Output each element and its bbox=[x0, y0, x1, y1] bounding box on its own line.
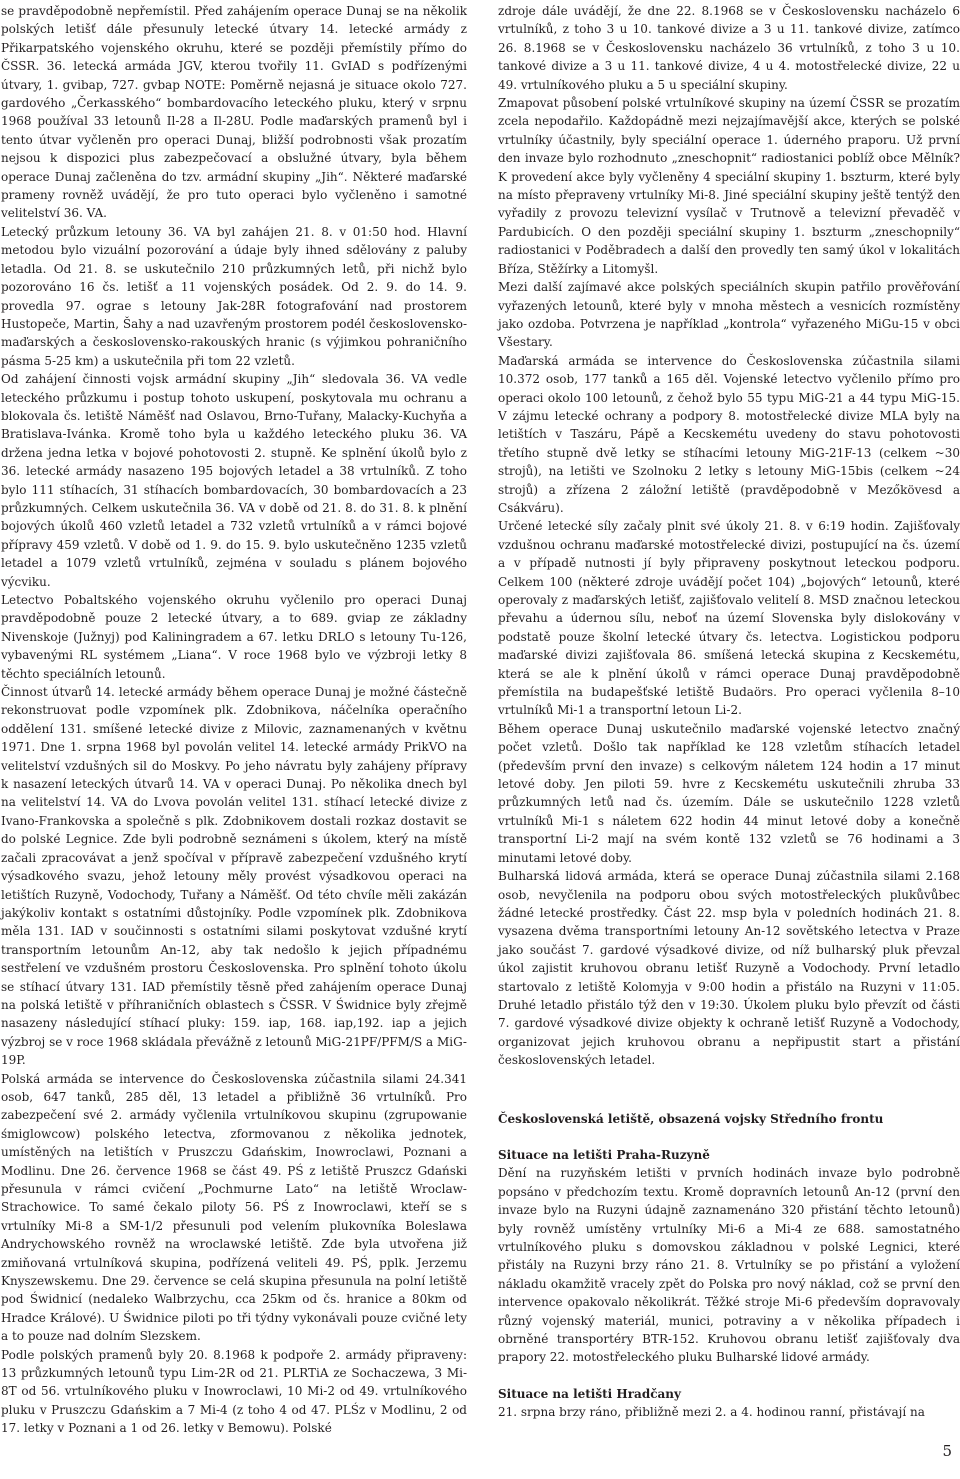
paragraph: Mezi další zajímavé akce polských speciálních skupin patřilo prověřování vyřazených letounů, které byly v mnoha městech a vesnicích rozmístěny jako ozdoba. Potvrzena je například „kontrola“ vyřazeného MiGu-15 v obci Všestary. bbox=[498, 280, 960, 350]
paragraph: Podle polských pramenů byly 20. 8.1968 k podpoře 2. armády připraveny: 13 průzkumných letounů typu Lim-2R od 21. PLRTiA ze Sochaczewa, 3 Mi-8T od 56. vrtulníkového pluku v Inowroclawi, 10 Mi-2 od 49. vrtulníkového pluku v Pruszczu Gdańskim a 7 Mi-4 (z toho 4 od 47. PLŚz v Modlinu, 2 od 17. letky v Poznani a 1 od 26. letky v Bemowu). Polské bbox=[1, 1347, 467, 1436]
paragraph: Během operace Dunaj uskutečnilo maďarské vojenské letectvo značný počet vzletů. Došlo tak například ke 128 vzletům stíhacích letadel (především první den invaze) s celkovým náletem 124 hodin a 17 minut letové doby. Jen piloti 59. hvre z Kecskemétu uskutečnili zhruba 33 průzkumných letů nad čs. územím. Dále se uskutečnilo 1228 vzletů vrtulníků Mi-1 s náletem 622 hodin 44 minut letové doby a konečně transportní Li-2 mají na svém kontě 132 vzletů se 76 hodinami a 3 minutami letové doby. bbox=[498, 721, 960, 865]
paragraph: 21. srpna brzy ráno, přibližně mezi 2. a 4. hodinou ranní, přistávají na bbox=[498, 1405, 925, 1420]
paragraph: Letecký průzkum letouny 36. VA byl zahájen 21. 8. v 01:50 hod. Hlavní metodou bylo vizuální pozorování a údaje byly ihned sdělovány z paluby letadla. Od 21. 8. se uskutečnilo 210 průzkumných letů, při nichž bylo pozorováno 16 čs. letišť a 11 vojenských posádek. Od 2. 9. do 14. 9. provedla 97. ograe s letouny Jak-28R fotografování nad prostorem Hustopeče, Martin, Šahy a nad uzavřeným prostorem podél československo-maďarských a československo-rakouských hranic (s výjimkou pohraničního pásma 5-25 km) a uskutečnila při tom 22 vzletů. bbox=[1, 224, 467, 368]
paragraph: se pravděpodobně nepřemístil. Před zahájením operace Dunaj se na několik polských letišť dále přesunuly letecké útvary 14. letecké armády z Přikarpatského vojenského okruhu, které se později přemístily přímo do ČSSR. 36. letecká armáda JGV, kterou tvořily 11. GvIAD s podřízenými útvary, 1. gvibap, 727. gvbap NOTE: Poměrně nejasná je situace okolo 727. gardového „Čerkasského“ bombardovacího leteckého pluku, který v srpnu 1968 používal 33 letounů Il-28 a Il-28U. Podle maďarských pramenů byl i tento útvar vyčleněn pro operaci Dunaj, bližší podrobnosti však prozatím nejsou k dispozici plus zabezpečovací a obslužné útvary, byla během operace Dunaj začleněna do tzv. armádní skupiny „Jih“. Některé maďarské prameny rovněž uvádějí, že pro tuto operaci bylo vyčleněno i samotné velitelství 36. VA. bbox=[1, 4, 467, 221]
paragraph: zdroje dále uvádějí, že dne 22. 8.1968 se v Československu nacházelo 6 vrtulníků, z toho 3 u 10. tankové divize a 3 u 11. tankové divize, zatímco 26. 8.1968 se v Československu nacházelo 36 vrtulníků, z toho 3 u 10. tankové divize a 3 u 11. tankové divize, 4 u 4. motostřelecké divize, 22 u 49. vrtulníkového pluku a 5 u speciální skupiny. bbox=[498, 4, 960, 92]
paragraph: Určené letecké síly začaly plnit své úkoly 21. 8. v 6:19 hodin. Zajišťovaly vzdušnou ochranu maďarské motostřelecké divizi, postupující na čs. území a v případě nutnosti jí byly připraveny poskytnout leteckou podporu. Celkem 100 (některé zdroje uvádějí počet 104) „bojových“ letounů, které operovaly z maďarských letišť, zajišťovalo velitelí 8. MSD značnou leteckou převahu a údernou sílu, neboť na území Slovenska byly dislokovány v podstatě pouze školní letecké útvary čs. letectva. Logistickou podporu maďarské divizi zajišťovala 86. smíšená letecká skupina z Kecskemétu, která se ale k plnění úkolů v rámci operace Dunaj pravděpodobně přemístila na budapešťské letiště Budaörs. Pro operaci vyčlenila 8–10 vrtulníků Mi-1 a transportní letoun Li-2. bbox=[498, 519, 960, 718]
paragraph: Činnost útvarů 14. letecké armády během operace Dunaj je možné částečně rekonstruovat podle vzpomínek plk. Zdobnikova, náčelníka operačního oddělení 131. smíšené letecké divize z Milovic, zaznamenaných v květnu 1971. Dne 1. srpna 1968 byl povolán velitel 14. letecké armády PrikVO na velitelství vzdušných sil do Moskvy. Po jeho návratu byly zahájeny přípravy k nasazení leteckých útvarů 14. VA v operaci Dunaj. Po několika dnech byl na velitelství 14. VA do Lvova povolán velitel 131. stíhací letecké divize z Ivano-Frankovska a společně s plk. Zdobnikovem dostali rozkaz dostavit se do polské Legnice. Zde byli podrobně seznámeni s úkolem, který na místě začali zpracovávat a jenž spočíval v přípravě zabezpečení vzdušného krytí výsadkového svazu, jehož letouny měly provést výsadkovou operaci na letištích Ruzyně, Vodochody, Tuřany a Náměšť. Od této chvíle měli zakázán jakýkoliv kontakt s ostatními důstojníky. Podle vzpomínek plk. Zdobnikova měla 131. IAD v součinnosti s ostatními silami poskytovat vzdušné krytí transportním letounům An-12, aby tak nedošlo k jejich případnému sestřelení ve vzdušném prostoru Československa. Pro splnění tohoto úkolu se stíhací útvary 131. IAD přemístily těsně před zahájením operace Dunaj na polská letiště v příhraničních oblastech s ČSSR. V Świdnice byly zřejmě nasazeny následující stíhací pluky: 159. iap, 168. iap,192. iap a jejich výzbroj se v roce 1968 skládala převážně z letounů MiG-21PF/PFM/S a MiG-19P. bbox=[1, 685, 467, 1068]
left-column bbox=[1, 2, 467, 1438]
paragraph: Polská armáda se intervence do Československa zúčastnila silami 24.341 osob, 647 tanků, 285 děl, 13 letadel a přibližně 36 vrtulníků. Pro zabezpečení své 2. armády vyčlenila vrtulníkovou skupinu (zgrupowanie śmiglowcow) polského letectva, zformovanou z několika jednotek, umístěných na letištích v Pruszczu Gdańskim, Inowroclawi, Poznani a Modlinu. Dne 26. července 1968 se část 49. PŚ z letiště Pruszcz Gdański přesunula v rámci cvičení „Pochmurne Lato“ na letiště Wroclaw-Strachowice. To samé čekalo piloty 56. PŚ z Inowroclawi, kteří se s vrtulníky Mi-8 a SM-1/2 přesunuli pod velením plukovníka Boleslawa Andrychowského rovněž na wroclawské letiště. Zde byla utvořena již zmiňovaná vrtulníková skupina, podřízená veliteli 49. PŚ, pplk. Jerzemu Knyszewskemu. Dne 29. července se celá skupina přesunula na polní letiště pod Świdnicí (nedaleko Walbrzychu, cca 25km od čs. hranice a 80km od Hradce Králové). U Świdnice piloti po tři týdny vykonávali pouze cvičné lety a to pouze nad dolním Slezskem. bbox=[1, 1071, 467, 1344]
paragraph: Letectvo Pobaltského vojenského okruhu vyčlenilo pro operaci Dunaj pravděpodobně pouze 2 letecké útvary, a to 689. gviap ze základny Nivenskoje (Južnyj) pod Kaliningradem a 67. letku DRLO s letouny Tu-126, vybavenými RL systémem „Liana“. V roce 1968 bylo ve výzbroji letky 8 těchto speciálních letounů. bbox=[1, 593, 467, 681]
page-number: 5 bbox=[942, 1442, 952, 1460]
paragraph: Maďarská armáda se intervence do Československa zúčastnila silami 10.372 osob, 177 tanků a 165 děl. Vojenské letectvo vyčlenilo přímo pro operaci okolo 100 letounů, z čehož bylo 55 typu MiG-21 a 44 typu MiG-15. V zájmu letecké ochrany a podpory 8. motostřelecké divize MLA byly na letištích v Taszáru, Pápě a Kecskemétu uvedeny do stavu pohotovosti třetího stupně dvě letky se stíhacími letouny MiG-21F-13 (celkem ~30 strojů), na letišti ve Szolnoku 2 letky s letouny MiG-15bis (celkem ~24 strojů) a zřízena 2 záložní letiště (pravděpodobně v Mezőkövesd a Csákváru). bbox=[498, 353, 960, 515]
section-title: Československá letiště, obsazená vojsky Středního frontu bbox=[498, 1111, 884, 1126]
subsection-heading-ruzyne: Situace na letišti Praha-Ruzyně bbox=[498, 1147, 710, 1162]
paragraph: Bulharská lidová armáda, která se operace Dunaj zúčastnila silami 2.168 osob, nevyčlenila na podporu obou svých motostřeleckých plukůvůbec žádné letecké prostředky. Část 22. msp byla v poledních hodinách 21. 8. vysazena dvěma transportními letouny An-12 sovětského letectva v Praze jako součást 7. gardové výsadkové divize, od níž bulharský pluk převzal úkol zajistit kruhovou obranu letišť Ruzyně a Vodochody. První letadlo startovalo z letiště Kolomyja v 9:00 hodin a přistálo na Ruzyni v 11:05. Druhé letadlo přistálo týž den v 19:30. Úkolem pluku bylo převzít od části 7. gardové výsadkové divize objekty k ochraně letišť Ruzyně a Vodochody, organizovat jejich kruhovou obranu a nepřipustit start a přistání československých letadel. bbox=[498, 869, 960, 1068]
paragraph: Od zahájení činnosti vojsk armádní skupiny „Jih“ sledovala 36. VA vedle leteckého průzkumu i postup tohoto uskupení, poskytovala mu ochranu a blokovala čs. letiště Náměšť nad Oslavou, Brno-Tuřany, Malacky-Kuchyňa a Bratislava-Ivánka. Kromě toho byla u každého leteckého pluku 36. VA držena jedna letka v bojové pohotovosti 2. stupně. Ke splnění úkolů bylo z 36. letecké armády nasazeno 195 bojových letadel a 38 vrtulníků. Z toho bylo 111 stíhacích, 31 stíhacích bombardovacích, 30 bombardovacích a 23 průzkumných. Celkem uskutečnila 36. VA v době od 21. 8. do 31. 8. k plnění bojových úkolů 460 vzletů letadel a 732 vzletů vrtulníků a v rámci bojové přípravy 459 vzletů. V době od 1. 9. do 15. 9. bylo uskutečněno 1235 vzletů letadel a 1079 vzletů vrtulníků, zejména v souladu s plánem bojového výcviku. bbox=[1, 372, 467, 589]
paragraph: Dění na ruzyňském letišti v prvních hodinách invaze bylo podrobně popsáno v předchozím textu. Kromě dopravních letounů An-12 (první den invaze bylo na Ruzyni údajně zaznamenáno 320 přistání těchto letounů) byly rovněž umístěny vrtulníky Mi-6 a Mi-4 ze 688. samostatného vrtulníkového pluku s domovskou základnou v polské Legnici, které přistály na Ruzyni brzy ráno 21. 8. Vrtulníky se po přistání a vyložení nákladu okamžitě vracely zpět do Polska pro nový náklad, což se první den intervence opakovalo několikrát. Těžké stroje Mi-6 především dopravovaly různý vojenský materiál, munici, potraviny a v několika případech i obrněné transportéry BTR-152. Kruhovou obranu letišť zajišťovaly dva prapory 22. motostřeleckého pluku Bulharské lidové armády. bbox=[498, 1166, 960, 1365]
right-column bbox=[498, 2, 960, 1422]
subsection-heading-hradcany: Situace na letišti Hradčany bbox=[498, 1386, 681, 1401]
paragraph: Zmapovat působení polské vrtulníkové skupiny na území ČSSR se prozatím zcela nepodařilo. Každopádně mezi nejzajímavější akce, kterých se polské vrtulníky účastnily, byly speciální operace 1. úderného praporu. Už první den invaze bylo rozhodnuto „zneschopnit“ radiostanici poblíž obce Mělník? K provedení akce byly vyčleněny 4 speciální skupiny 1. bszturm, které byly na místo přepraveny vrtulníky Mi-8. Jiné speciální skupiny ještě tentýž den vyřadily z provozu televizní vysílač v Trutnově a televizní převaděč v Pardubicích. O den později speciální skupiny 1. bszturm „zneschopnily“ radiostanici v Poděbradech a další den provedly ten samý úkol v lokalitách Bříza, Stěžírky a Litomyšl. bbox=[498, 96, 960, 276]
